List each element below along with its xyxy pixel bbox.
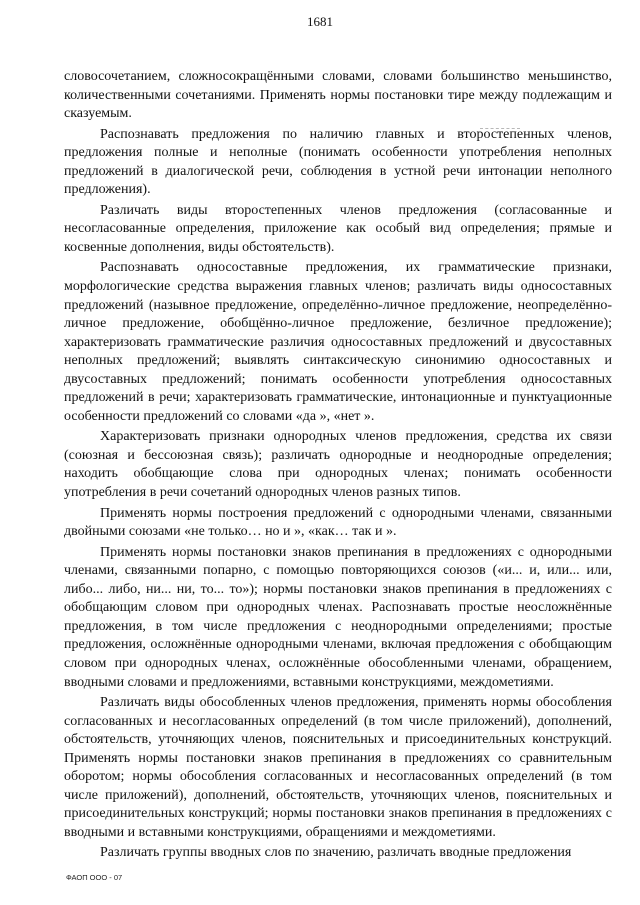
footer-code: ФАОП ООО - 07 — [66, 873, 123, 882]
paragraph-8: Различать виды обособленных членов предложения, применять нормы обособления согласованных и несогласованных определений (в том числе приложений), дополнений, обстоятельств, уточняющих членов, пояснительных и присоединительных конструкций. Применять нормы постановки знаков препинания в предложениях со сравнительным оборотом; нормы обособления согласованных и несогласованных определений (в том числе приложений), дополнений, обстоятельств, уточняющих членов, пояснительных и присоединительных конструкций; нормы постановки знаков препинания в предложениях с вводными и вставными конструкциями, обращениями и междометиями. — [64, 695, 612, 840]
paragraph-9: Различать группы вводных слов по значению, различать вводные предложения — [100, 845, 572, 861]
paragraph-7: Применять нормы постановки знаков препинания в предложениях с однородными членами, связанными попарно, с помощью повторяющихся союзов («и... и, или... или, либо... либо, ни... ни, то... то»); нормы постановки знаков препинания в предложениях с обобщающим словом при однородных членах. Распознавать простые неосложнённые предложения, в том числе предложения с неоднородными определениями; простые предложения, осложнённые однородными членами, включая предложения с обобщающим словом при однородных членах, осложнённые обособленными членами, обращением, вводными словами и предложениями, вставными конструкциями, междометиями. — [64, 544, 612, 690]
paragraph-6: Применять нормы построения предложений с однородными членами, связанными двойными союзами «не только… но и », «как… так и ». — [64, 505, 612, 540]
paragraph-2: Распознавать предложения по наличию главных и второстепенных членов, предложения полные и неполные (понимать особенности употребления неполных предложений в диалогической речи, соблюдения в устной речи интонации неполного предложения). — [64, 126, 612, 198]
paragraph-3: Различать виды второстепенных членов предложения (согласованные и несогласованные определения, приложение как особый вид определения; прямые и косвенные дополнения, виды обстоятельств). — [64, 202, 612, 255]
paragraph-4: Распознавать односоставные предложения, их грамматические признаки, морфологические средства выражения главных членов; различать виды односоставных предложений (назывное предложение, определённо-личное предложение, неопределённо-личное предложение, обобщённо-личное предложение, безличное предложение); характеризовать грамматические различия односоставных предложений и двусоставных неполных предложений; выявлять синтаксическую синонимию односоставных и двусоставных предложений; понимать особенности употребления односоставных предложений в речи; характеризовать грамматические, интонационные и пунктуационные особенности предложений со словами «да », «нет ». — [64, 260, 612, 424]
page-number: 1681 — [307, 14, 333, 29]
paragraph-5: Характеризовать признаки однородных членов предложения, средства их связи (союзная и бессоюзная связь); различать однородные и неоднородные определения; находить обобщающие слова при однородных членах; понимать особенности употребления в речи сочетаний однородных членов разных типов. — [64, 429, 612, 501]
paragraph-1: словосочетанием, сложносокращёнными словами, словами большинство меньшинство, количественными сочетаниями. Применять нормы постановки тире между подлежащим и сказуемым. — [64, 69, 612, 122]
page-body — [64, 68, 612, 865]
